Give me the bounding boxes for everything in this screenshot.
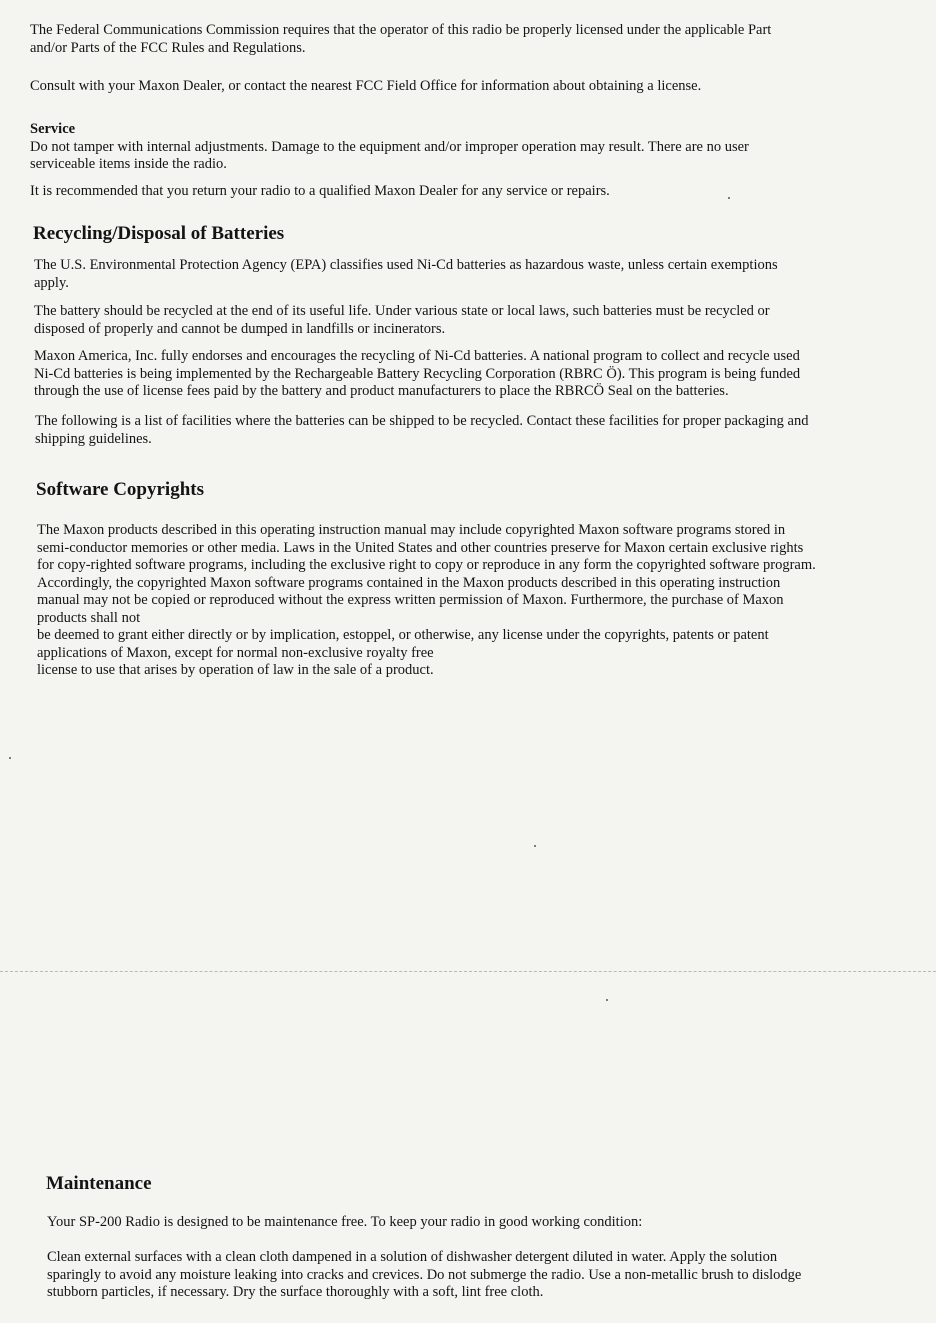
scan-artifact-line [0,971,936,972]
recycling-paragraph-useful-life [34,303,770,338]
text-line: shipping guidelines. [35,430,152,447]
text-line: serviceable items inside the radio. [30,156,227,172]
text-line: applications of Maxon, except for normal non-exclusive royalty free [37,644,434,661]
software-heading: Software Copyrights [36,479,205,500]
text-line: and/or Parts of the FCC Rules and Regulations. [30,39,306,56]
scan-speck [728,197,730,199]
recycling-paragraph-rbrc [34,348,800,401]
maintenance-heading: Maintenance [46,1173,152,1194]
scan-speck [534,845,536,847]
recycling-heading: Recycling/Disposal of Batteries [33,223,285,244]
text-line: for copy-righted software programs, including the exclusive right to copy or reproduce in any form the copyrighted software program. [37,557,816,573]
text-line: Maxon America, Inc. fully endorses and encourages the recycling of Ni-Cd batteries. A national program to collect and recycle used [34,348,800,364]
text-line: products shall not [37,609,141,626]
text-line: Accordingly, the copyrighted Maxon software programs contained in the Maxon products described in this operating instruction [37,574,781,591]
fcc-license-paragraph [30,22,771,57]
text-line: Do not tamper with internal adjustments. Damage to the equipment and/or improper operation may result. There are no user [30,138,749,155]
service-recommend-paragraph [30,183,610,201]
text-line: disposed of properly and cannot be dumped in landfills or incinerators. [34,320,446,337]
maintenance-cleaning-paragraph [47,1249,801,1302]
text-line: Your SP-200 Radio is designed to be maintenance free. To keep your radio in good working condition: [47,1214,643,1230]
software-paragraph [37,522,816,680]
text-line: The Federal Communications Commission requires that the operator of this radio be properly licensed under the applicable Part [30,22,772,38]
text-line: It is recommended that you return your radio to a qualified Maxon Dealer for any service or repairs. [30,183,610,199]
recycling-paragraph-facilities [35,413,808,448]
text-line: Clean external surfaces with a clean cloth dampened in a solution of dishwasher detergent diluted in water. Apply the solution [47,1249,778,1265]
text-line: The battery should be recycled at the end of its useful life. Under various state or local laws, such batteries must be recycled or [34,303,770,319]
service-paragraph [30,121,749,174]
fcc-consult-paragraph [30,78,701,96]
text-line: Ni-Cd batteries is being implemented by the Rechargeable Battery Recycling Corporation (RBRC Ö). This program is being funded [34,365,801,382]
text-line: be deemed to grant either directly or by implication, estoppel, or otherwise, any license under the copyrights, patents or patent [37,627,769,643]
service-heading: Service [30,121,76,137]
text-line: through the use of license fees paid by the battery and product manufacturers to place the RBRCÖ Seal on the batteries. [34,383,729,399]
scan-speck [606,999,608,1001]
text-line: semi-conductor memories or other media. Laws in the United States and other countries preserve for Maxon certain exclusive rights [37,539,804,556]
maintenance-intro-paragraph [47,1214,642,1232]
text-line: The Maxon products described in this operating instruction manual may include copyrighted Maxon software programs stored in [37,522,786,538]
text-line: sparingly to avoid any moisture leaking into cracks and crevices. Do not submerge the radio. Use a non-metallic brush to dislodge [47,1266,802,1283]
text-line: The U.S. Environmental Protection Agency (EPA) classifies used Ni-Cd batteries as hazardous waste, unless certain exemptions [34,257,778,273]
text-line: Consult with your Maxon Dealer, or contact the nearest FCC Field Office for information about obtaining a license. [30,78,702,94]
text-line: manual may not be copied or reproduced without the express written permission of Maxon. Furthermore, the purchase of Maxon [37,592,784,608]
text-line: apply. [34,274,69,291]
text-line: stubborn particles, if necessary. Dry the surface thoroughly with a soft, lint free cloth. [47,1284,544,1300]
text-line: license to use that arises by operation of law in the sale of a product. [37,662,434,678]
scan-speck [9,757,11,759]
text-line: The following is a list of facilities where the batteries can be shipped to be recycled. Contact these facilities for proper packaging and [35,413,809,429]
recycling-paragraph-epa [34,257,778,292]
